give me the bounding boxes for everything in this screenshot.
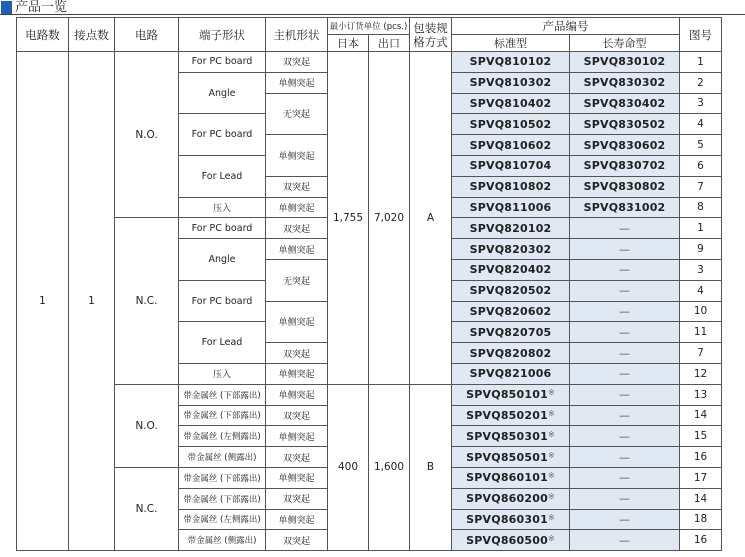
cell-standard-code: SPVQ820402 [452, 259, 570, 280]
cell-moq-japan-b: 400 [328, 384, 369, 550]
cell-standard-code: SPVQ820802 [452, 343, 570, 364]
cell-long-life-code: — [570, 467, 680, 488]
cell-terminal: For PC board [179, 280, 266, 322]
cell-terminal: For PC board [179, 114, 266, 156]
header-circuits: 电路数 [17, 18, 69, 52]
product-table [16, 17, 722, 551]
cell-terminal: 带金属丝 (下部露出) [179, 467, 266, 488]
cell-long-life-code: — [570, 405, 680, 426]
cell-terminal: Angle [179, 239, 266, 281]
cell-terminal: 带金属丝 (下部露出) [179, 384, 266, 405]
cell-circuit-nc: N.C. [115, 467, 179, 550]
cell-figure: 3 [680, 259, 722, 280]
cell-body: 无突起 [266, 259, 328, 301]
cell-long-life-code: — [570, 280, 680, 301]
cell-body: 双突起 [266, 488, 328, 509]
section-title-text: 产品一览 [15, 0, 68, 15]
cell-standard-code: SPVQ810602 [452, 135, 570, 156]
cell-body: 双突起 [266, 176, 328, 197]
code-text: SPVQ860200 [466, 492, 548, 506]
cell-figure: 9 [680, 239, 722, 260]
cell-circuit-no: N.O. [115, 384, 179, 467]
cell-packaging-a: A [410, 52, 452, 385]
cell-standard-code: SPVQ810802 [452, 176, 570, 197]
cell-body: 双突起 [266, 218, 328, 239]
code-text: SPVQ850301 [466, 429, 548, 443]
cell-figure: 4 [680, 280, 722, 301]
asterisk-mark: ※ [547, 512, 555, 522]
cell-long-life-code: — [570, 426, 680, 447]
cell-figure: 8 [680, 197, 722, 218]
cell-body: 双突起 [266, 530, 328, 551]
header-standard: 标准型 [452, 35, 570, 52]
cell-moq-export-a: 7,020 [369, 52, 410, 385]
cell-terminal: For Lead [179, 155, 266, 197]
cell-figure: 1 [680, 52, 722, 73]
cell-figure: 14 [680, 405, 722, 426]
cell-body: 单侧突起 [266, 426, 328, 447]
cell-body: 单侧突起 [266, 135, 328, 177]
header-body: 主机形状 [266, 18, 328, 52]
title-marker-icon [1, 1, 12, 14]
cell-body: 双突起 [266, 447, 328, 468]
cell-circuits: 1 [17, 52, 69, 551]
cell-long-life-code: — [570, 301, 680, 322]
asterisk-mark: ※ [547, 408, 555, 418]
cell-contacts: 1 [69, 52, 115, 551]
cell-figure: 3 [680, 93, 722, 114]
cell-body: 双突起 [266, 52, 328, 73]
cell-long-life-code: SPVQ831002 [570, 197, 680, 218]
code-text: SPVQ850501 [466, 450, 548, 464]
cell-terminal: 压入 [179, 197, 266, 218]
cell-figure: 16 [680, 447, 722, 468]
asterisk-mark: ※ [547, 429, 555, 439]
cell-figure: 7 [680, 343, 722, 364]
cell-standard-code [452, 467, 570, 488]
cell-moq-export-b: 1,600 [369, 384, 410, 550]
cell-circuit-nc: N.C. [115, 218, 179, 384]
cell-standard-code [452, 488, 570, 509]
cell-long-life-code: — [570, 239, 680, 260]
cell-terminal: For PC board [179, 218, 266, 239]
cell-standard-code: SPVQ820602 [452, 301, 570, 322]
cell-body: 单侧突起 [266, 301, 328, 343]
title-divider [0, 14, 745, 15]
cell-standard-code: SPVQ810704 [452, 155, 570, 176]
cell-long-life-code: — [570, 384, 680, 405]
cell-long-life-code: — [570, 259, 680, 280]
cell-figure: 15 [680, 426, 722, 447]
cell-standard-code: SPVQ810102 [452, 52, 570, 73]
cell-terminal: 带金属丝 (侧露出) [179, 530, 266, 551]
header-circuit: 电路 [115, 18, 179, 52]
code-text: SPVQ850201 [466, 408, 548, 422]
asterisk-mark: ※ [547, 450, 555, 460]
cell-body: 单侧突起 [266, 239, 328, 260]
cell-long-life-code: — [570, 447, 680, 468]
code-text: SPVQ860500 [466, 533, 548, 547]
cell-standard-code [452, 405, 570, 426]
cell-standard-code: SPVQ820302 [452, 239, 570, 260]
cell-standard-code: SPVQ821006 [452, 363, 570, 384]
cell-packaging-b: B [410, 384, 452, 550]
asterisk-mark: ※ [547, 471, 555, 481]
cell-terminal: 压入 [179, 363, 266, 384]
cell-long-life-code: SPVQ830702 [570, 155, 680, 176]
cell-body: 双突起 [266, 343, 328, 364]
cell-body: 无突起 [266, 93, 328, 135]
code-text: SPVQ850101 [466, 388, 548, 402]
cell-circuit-no: N.O. [115, 52, 179, 218]
cell-figure: 14 [680, 488, 722, 509]
cell-long-life-code: SPVQ830302 [570, 72, 680, 93]
cell-long-life-code: SPVQ830102 [570, 52, 680, 73]
cell-standard-code: SPVQ820102 [452, 218, 570, 239]
cell-terminal: 带金属丝 (侧露出) [179, 447, 266, 468]
cell-long-life-code: — [570, 343, 680, 364]
cell-body: 单侧突起 [266, 197, 328, 218]
header-packaging: 包装规格方式 [410, 18, 452, 52]
cell-long-life-code: — [570, 488, 680, 509]
cell-figure: 16 [680, 530, 722, 551]
cell-long-life-code: — [570, 509, 680, 530]
header-product-code: 产品编号 [452, 18, 680, 35]
cell-standard-code: SPVQ820705 [452, 322, 570, 343]
cell-figure: 1 [680, 218, 722, 239]
cell-terminal: Angle [179, 72, 266, 114]
cell-body: 单侧突起 [266, 384, 328, 405]
cell-figure: 10 [680, 301, 722, 322]
cell-body: 单侧突起 [266, 72, 328, 93]
cell-body: 单侧突起 [266, 509, 328, 530]
cell-terminal: 带金属丝 (下部露出) [179, 405, 266, 426]
cell-terminal: 带金属丝 (下部露出) [179, 488, 266, 509]
cell-terminal: For Lead [179, 322, 266, 364]
cell-long-life-code: — [570, 530, 680, 551]
cell-standard-code: SPVQ811006 [452, 197, 570, 218]
cell-standard-code [452, 530, 570, 551]
cell-terminal: 带金属丝 (左侧露出) [179, 426, 266, 447]
cell-figure: 4 [680, 114, 722, 135]
cell-long-life-code: — [570, 218, 680, 239]
cell-standard-code [452, 426, 570, 447]
cell-figure: 13 [680, 384, 722, 405]
cell-long-life-code: SPVQ830502 [570, 114, 680, 135]
header-terminal: 端子形状 [179, 18, 266, 52]
cell-moq-japan-a: 1,755 [328, 52, 369, 385]
header-figure: 图号 [680, 18, 722, 52]
header-contacts: 接点数 [69, 18, 115, 52]
cell-figure: 11 [680, 322, 722, 343]
cell-body: 单侧突起 [266, 363, 328, 384]
cell-long-life-code: — [570, 322, 680, 343]
cell-figure: 2 [680, 72, 722, 93]
cell-long-life-code: — [570, 363, 680, 384]
cell-figure: 18 [680, 509, 722, 530]
cell-standard-code: SPVQ810302 [452, 72, 570, 93]
cell-figure: 12 [680, 363, 722, 384]
code-text: SPVQ860101 [466, 471, 548, 485]
cell-long-life-code: SPVQ830602 [570, 135, 680, 156]
cell-body: 双突起 [266, 405, 328, 426]
cell-figure: 6 [680, 155, 722, 176]
cell-long-life-code: SPVQ830402 [570, 93, 680, 114]
cell-standard-code: SPVQ810502 [452, 114, 570, 135]
section-title [0, 0, 67, 14]
asterisk-mark: ※ [547, 388, 555, 398]
cell-standard-code: SPVQ810402 [452, 93, 570, 114]
cell-standard-code [452, 384, 570, 405]
cell-figure: 7 [680, 176, 722, 197]
header-moq-japan: 日本 [328, 35, 369, 52]
code-text: SPVQ860301 [466, 512, 548, 526]
cell-terminal: For PC board [179, 52, 266, 73]
asterisk-mark: ※ [547, 492, 555, 502]
cell-standard-code [452, 509, 570, 530]
cell-long-life-code: SPVQ830802 [570, 176, 680, 197]
header-long-life: 长寿命型 [570, 35, 680, 52]
cell-figure: 5 [680, 135, 722, 156]
header-moq-export: 出口 [369, 35, 410, 52]
cell-figure: 17 [680, 467, 722, 488]
cell-standard-code [452, 447, 570, 468]
cell-body: 单侧突起 [266, 467, 328, 488]
asterisk-mark: ※ [547, 533, 555, 543]
header-moq: 最小订货单位 (pcs.) [328, 18, 410, 35]
cell-standard-code: SPVQ820502 [452, 280, 570, 301]
cell-terminal: 带金属丝 (左侧露出) [179, 509, 266, 530]
